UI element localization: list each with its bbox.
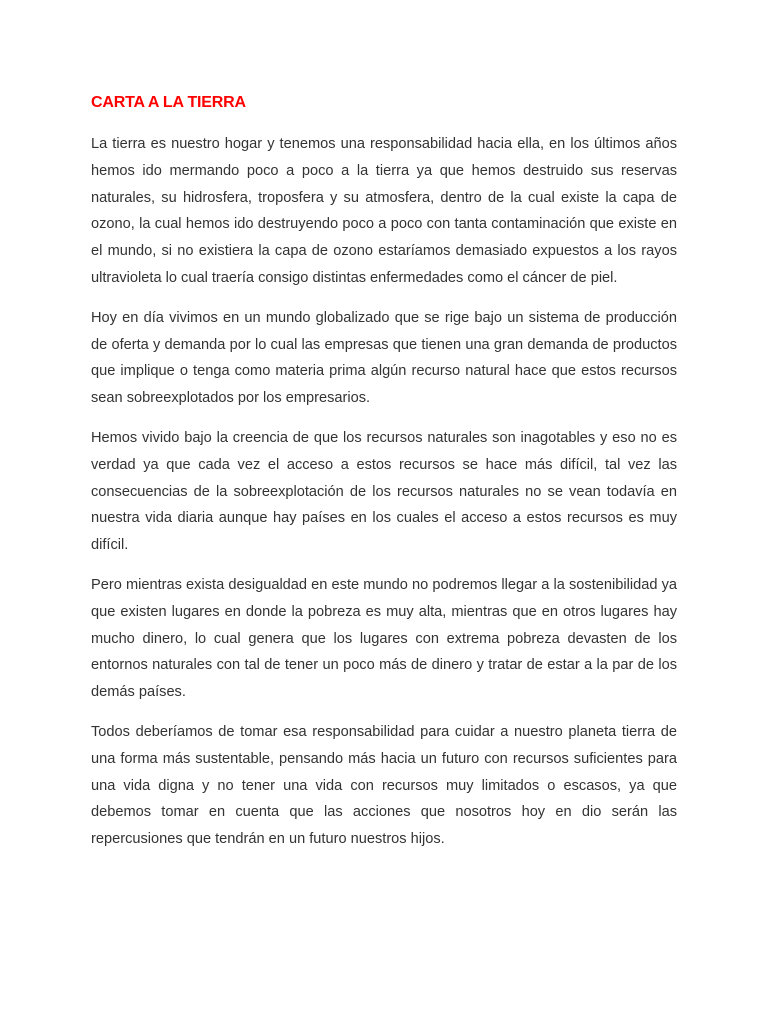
paragraph-2: Hoy en día vivimos en un mundo globalizado que se rige bajo un sistema de producción de oferta y demanda por lo cual las empresas que tienen una gran demanda de productos que implique o tenga como materia prima algún recurso natural hace que estos recursos sean sobreexplotados por los empresarios.: [91, 309, 677, 407]
paragraph-3: Hemos vivido bajo la creencia de que los recursos naturales son inagotables y eso no es verdad ya que cada vez el acceso a estos recursos se hace más difícil, tal vez las consecuencias de la sobreexplotación de los recursos naturales no se vean todavía en nuestra vida diaria aunque hay países en los cuales el acceso a estos recursos es muy difícil.: [91, 429, 677, 554]
paragraph-1: La tierra es nuestro hogar y tenemos una responsabilidad hacia ella, en los últimos años hemos ido mermando poco a poco a la tierra ya que hemos destruido sus reservas naturales, su hidrosfera, troposfera y su atmosfera, dentro de la cual existe la capa de ozono, la cual hemos ido destruyendo poco a poco con tanta contaminación que existe en el mundo, si no existiera la capa de ozono estaríamos demasiado expuestos a los rayos ultravioleta lo cual traería consigo distintas enfermedades como el cáncer de piel.: [91, 136, 677, 286]
document-page: [91, 92, 677, 866]
paragraph-4: Pero mientras exista desigualdad en este mundo no podremos llegar a la sostenibilidad ya que existen lugares en donde la pobreza es muy alta, mientras que en otros lugares hay mucho dinero, lo cual genera que los lugares con extrema pobreza devasten de los entornos naturales con tal de tener un poco más de dinero y tratar de estar a la par de los demás países.: [91, 576, 677, 701]
document-title: CARTA A LA TIERRA: [91, 94, 246, 111]
paragraph-5: Todos deberíamos de tomar esa responsabilidad para cuidar a nuestro planeta tierra de una forma más sustentable, pensando más hacia un futuro con recursos suficientes para una vida digna y no tener una vida con recursos muy limitados o escasos, ya que debemos tomar en cuenta que las acciones que nosotros hoy en dio serán las repercusiones que tendrán en un futuro nuestros hijos.: [91, 723, 677, 848]
